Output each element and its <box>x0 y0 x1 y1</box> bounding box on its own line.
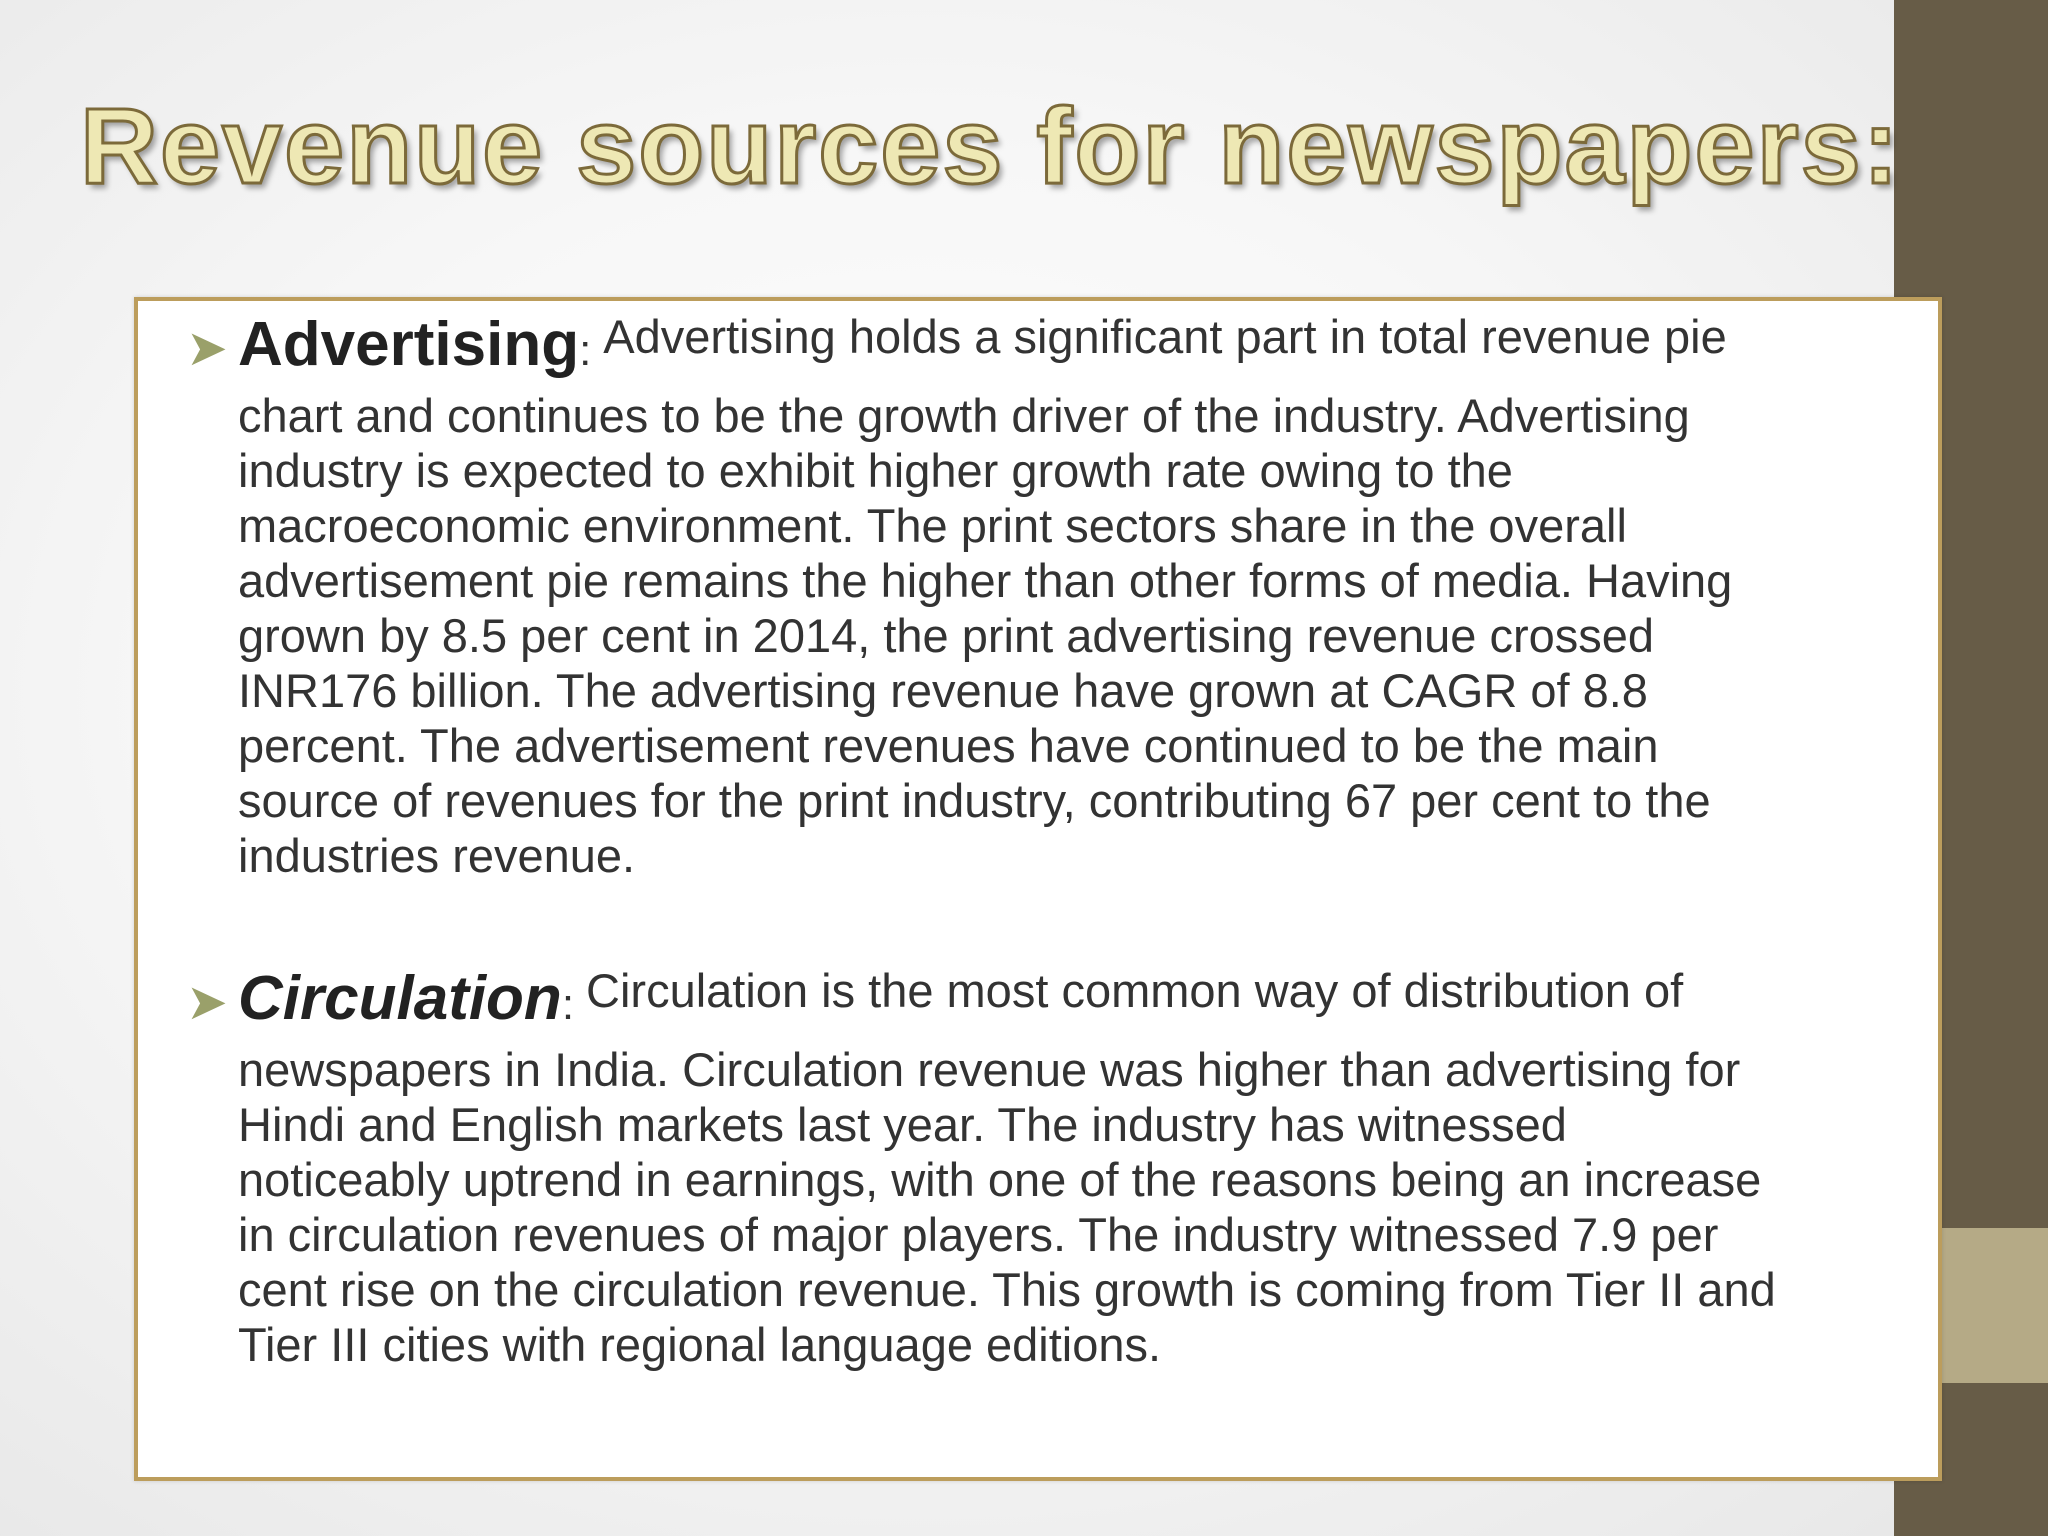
slide-title: Revenue sources for newspapers: <box>80 85 1901 206</box>
paragraph-line: percent. The advertisement revenues have continued to be the main <box>238 719 1659 772</box>
item-heading: Circulation <box>238 964 562 1033</box>
paragraph-line: industry is expected to exhibit higher growth rate owing to the <box>238 444 1513 497</box>
item-heading: Advertising <box>238 310 580 379</box>
bullet-item-advertising <box>186 309 1906 883</box>
item-lead-text: Advertising holds a significant part in total revenue pie <box>603 310 1727 363</box>
bullet-first-line <box>186 963 1906 1034</box>
paragraph-line: in circulation revenues of major players. The industry witnessed 7.9 per <box>238 1208 1719 1261</box>
paragraph-line: Hindi and English markets last year. The industry has witnessed <box>238 1098 1567 1151</box>
arrowhead-bullet-icon: ➤ <box>186 320 228 376</box>
paragraph-line: advertisement pie remains the higher than other forms of media. Having <box>238 554 1733 607</box>
bullet-item-circulation <box>186 963 1906 1372</box>
item-paragraph <box>238 388 1906 883</box>
paragraph-line: INR176 billion. The advertising revenue have grown at CAGR of 8.8 <box>238 664 1648 717</box>
paragraph-line: noticeably uptrend in earnings, with one of the reasons being an increase <box>238 1153 1762 1206</box>
paragraph-line: newspapers in India. Circulation revenue was higher than advertising for <box>238 1043 1741 1096</box>
item-paragraph <box>238 1042 1906 1372</box>
paragraph-line: macroeconomic environment. The print sectors share in the overall <box>238 499 1627 552</box>
paragraph-line: chart and continues to be the growth driver of the industry. Advertising <box>238 389 1690 442</box>
arrowhead-bullet-icon: ➤ <box>186 974 228 1030</box>
bullet-first-line <box>186 309 1906 380</box>
heading-separator: : <box>561 980 575 1029</box>
paragraph-line: grown by 8.5 per cent in 2014, the print advertising revenue crossed <box>238 609 1655 662</box>
paragraph-line: cent rise on the circulation revenue. This growth is coming from Tier II and <box>238 1263 1776 1316</box>
paragraph-line: source of revenues for the print industry, contributing 67 per cent to the <box>238 774 1711 827</box>
content-box <box>134 297 1942 1481</box>
item-lead-text: Circulation is the most common way of distribution of <box>586 964 1684 1017</box>
paragraph-line: Tier III cities with regional language editions. <box>238 1318 1162 1371</box>
paragraph-line: industries revenue. <box>238 829 636 882</box>
heading-separator: : <box>579 326 592 375</box>
